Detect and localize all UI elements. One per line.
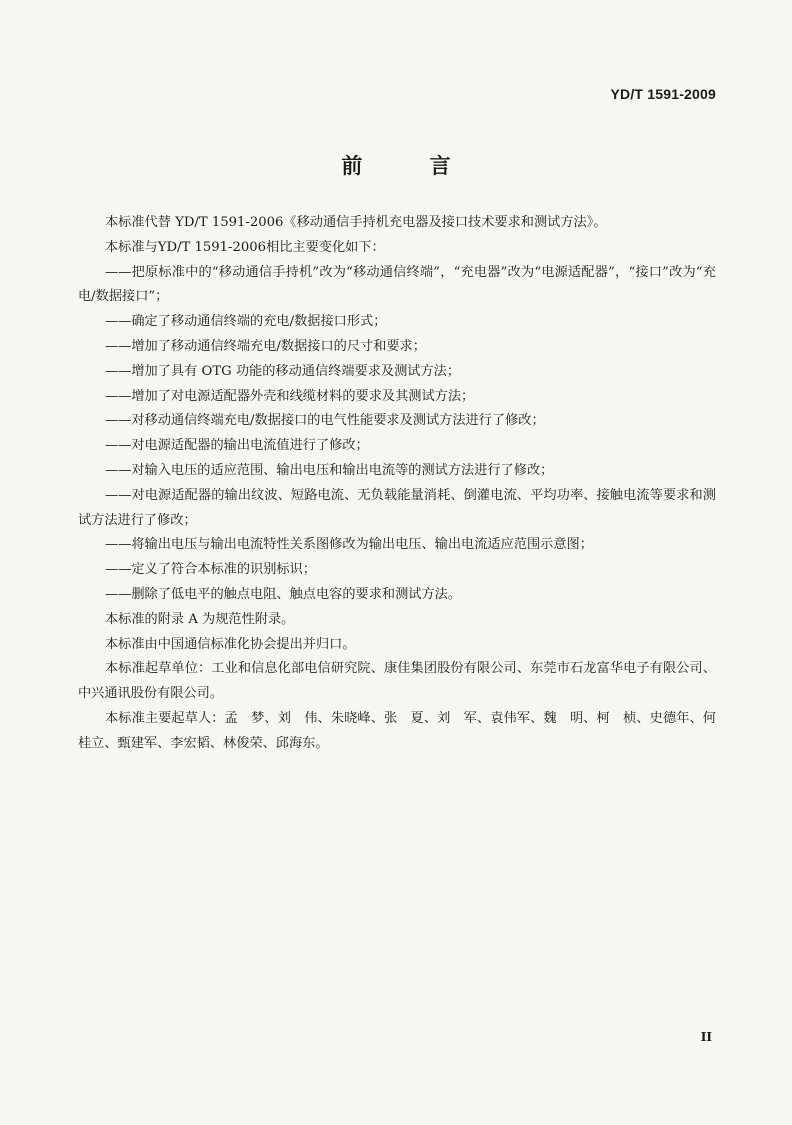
- paragraph-changes-intro: 本标准与YD/T 1591-2006相比主要变化如下：: [105, 239, 385, 255]
- paragraph-replaces: 本标准代替 YD/T 1591-2006《移动通信手持机充电器及接口技术要求和测试方法》。: [105, 215, 607, 230]
- change-item: ——增加了移动通信终端充电/数据接口的尺寸和要求；: [105, 338, 426, 354]
- paragraph-drafting-units: 本标准起草单位：工业和信息化部电信研究院、康佳集团股份有限公司、东莞市石龙富华电子有限公司、中兴通讯股份有限公司。: [78, 661, 716, 702]
- change-item: ——对输入电压的适应范围、输出电压和输出电流等的测试方法进行了修改；: [105, 462, 554, 478]
- page-title: 前 言: [341, 153, 481, 178]
- change-item: ——增加了对电源适配器外壳和线缆材料的要求及其测试方法；: [105, 388, 475, 404]
- change-item: ——把原标准中的“移动通信手持机”改为“移动通信终端”，“充电器”改为“电源适配器”，“接口”改为“充电/数据接口”；: [78, 264, 716, 305]
- page-number: II: [700, 1030, 712, 1044]
- preface-body: [78, 211, 716, 757]
- paragraph-proposer: 本标准由中国通信标准化协会提出并归口。: [105, 636, 356, 652]
- paragraph-appendix: 本标准的附录 A 为规范性附录。: [105, 611, 295, 627]
- change-item: ——定义了符合本标准的识别标识；: [105, 562, 316, 578]
- standard-code: YD/T 1591-2009: [610, 86, 716, 102]
- paragraph-drafters: 本标准主要起草人：孟 梦、刘 伟、朱晓峰、张 夏、刘 军、袁伟军、魏 明、柯 桢、史德年、何桂立、甄建军、李宏韬、林俊荣、邱海东。: [78, 710, 716, 751]
- change-item: ——对移动通信终端充电/数据接口的电气性能要求及测试方法进行了修改；: [105, 413, 545, 429]
- change-item: ——确定了移动通信终端的充电/数据接口形式；: [105, 314, 387, 330]
- change-item: ——将输出电压与输出电流特性关系图修改为输出电压、输出电流适应范围示意图；: [105, 537, 593, 553]
- change-item: ——对电源适配器的输出电流值进行了修改；: [105, 438, 369, 454]
- change-item: ——增加了具有 OTG 功能的移动通信终端要求及测试方法；: [105, 363, 461, 379]
- change-item: ——删除了低电平的触点电阻、触点电容的要求和测试方法。: [105, 586, 462, 602]
- change-item: ——对电源适配器的输出纹波、短路电流、无负载能量消耗、倒灌电流、平均功率、接触电流等要求和测试方法进行了修改；: [78, 487, 716, 528]
